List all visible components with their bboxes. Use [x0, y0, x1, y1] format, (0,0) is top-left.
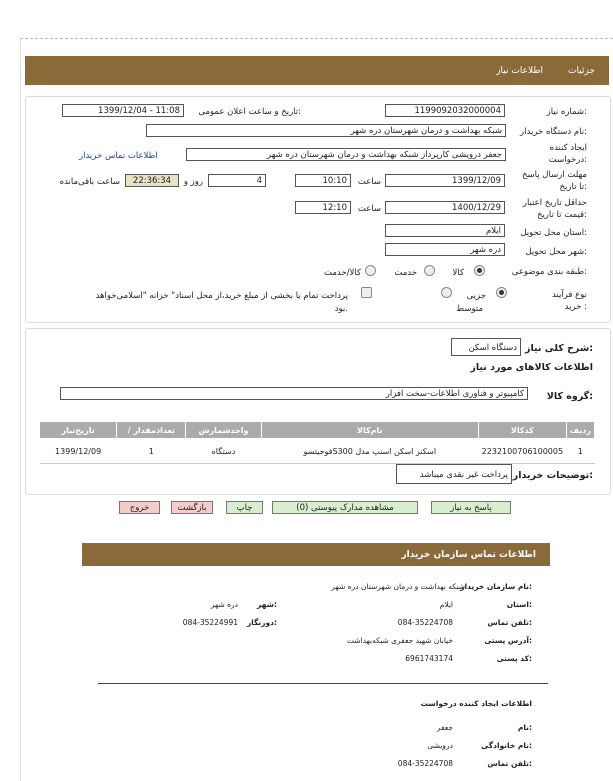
- col-qty: تعدادمقدار /: [117, 422, 186, 439]
- row-unit: دستگاه: [186, 439, 261, 464]
- col-name: نام‌کالا: [261, 422, 479, 439]
- exit-button[interactable]: خروج: [119, 501, 160, 514]
- page-header-bar: [25, 56, 609, 85]
- reply-button[interactable]: پاسخ به نیاز: [431, 501, 511, 514]
- process-partial-radio[interactable]: [496, 287, 507, 298]
- announce-date-field[interactable]: 1399/12/04 - 11:08: [62, 104, 184, 117]
- buyer-org-field[interactable]: شبکه بهداشت و درمان شهرستان دره شهر: [146, 124, 506, 137]
- treasury-payment-note-line2: بود.: [334, 304, 348, 314]
- city-label: شهر محل تحویل:: [525, 247, 587, 257]
- description-field[interactable]: دستگاه اسکن: [451, 338, 521, 356]
- row-name: اسکنر اسکن اسنپ مدل S300فوجیتسو: [261, 439, 479, 464]
- deadline-label-line2: تا تاریخ:: [559, 182, 587, 192]
- contact-title: اطلاعات تماس سازمان خریدار: [401, 550, 536, 560]
- buyer-notes-field[interactable]: پرداخت غیر نقدی میباشد: [396, 464, 512, 484]
- creator-label-line1: ایجاد کننده: [549, 143, 587, 153]
- city-field[interactable]: دره شهر: [385, 243, 505, 256]
- col-date: تاریخ‌نیاز: [40, 422, 117, 439]
- validity-time-label: ساعت: [357, 204, 381, 214]
- treasury-payment-note-line1: پرداخت تمام یا بخشی از مبلغ خرید،از محل اسناد" خزانه "اسلامی‌خواهد: [95, 291, 348, 301]
- creator-first-name-label: نام:: [517, 723, 532, 732]
- category-both-label: کالا/خدمت: [324, 268, 361, 278]
- creator-first-name: جعفر: [436, 723, 453, 732]
- need-number-field[interactable]: 1199092032000004: [385, 104, 505, 117]
- contact-fax-label: دورنگار:: [246, 618, 277, 627]
- contact-divider: [98, 683, 548, 684]
- contact-city-label: شهر:: [257, 600, 277, 609]
- contact-fax: 084-35224991: [182, 618, 238, 627]
- back-button[interactable]: بازگشت: [171, 501, 213, 514]
- table-row: [40, 439, 595, 464]
- description-label: شرح کلی نیاز:: [524, 343, 593, 354]
- contact-org-name: شبکه بهداشت و درمان شهرستان دره شهر: [331, 582, 465, 591]
- process-medium-label: متوسط: [456, 304, 483, 314]
- treasury-payment-checkbox[interactable]: [361, 287, 372, 298]
- category-goods-radio[interactable]: [474, 265, 485, 276]
- category-both-radio[interactable]: [365, 265, 376, 276]
- row-date: 1399/12/09: [40, 439, 117, 464]
- creator-info-title: اطلاعات ایجاد کننده درخواست: [420, 699, 532, 708]
- category-service-radio[interactable]: [424, 265, 435, 276]
- contact-phone-label: تلفن تماس:: [487, 618, 532, 627]
- contact-header-bar: [82, 543, 550, 566]
- deadline-time-field[interactable]: 10:10: [295, 174, 351, 187]
- days-field[interactable]: 4: [208, 174, 266, 187]
- process-label-line1: نوع فرآیند: [551, 290, 587, 300]
- creator-phone-label: تلفن تماس:: [487, 759, 532, 768]
- remaining-time-field: 22:36:34: [125, 174, 179, 187]
- breadcrumb-need-info[interactable]: اطلاعات نیاز: [496, 66, 543, 76]
- creator-field[interactable]: جعفر درویشی کارپرداز شبکه بهداشت و درمان شهرستان دره شهر: [186, 148, 506, 161]
- deadline-date-field[interactable]: 1399/12/09: [385, 174, 505, 187]
- category-label: طبقه بندی موضوعی:: [511, 267, 587, 277]
- creator-label-line2: درخواست:: [548, 155, 587, 165]
- province-label: استان محل تحویل:: [520, 228, 587, 238]
- province-field[interactable]: ایلام: [385, 224, 505, 237]
- top-dashed-divider: [20, 38, 613, 39]
- process-medium-radio[interactable]: [441, 287, 452, 298]
- col-row: ردیف: [566, 422, 594, 439]
- validity-label-line2: قیمت تا تاریخ:: [536, 210, 587, 220]
- validity-date-field[interactable]: 1400/12/29: [385, 201, 505, 214]
- col-code: کدکالا: [479, 422, 567, 439]
- buyer-contact-link[interactable]: اطلاعات تماس خریدار: [79, 151, 158, 161]
- deadline-label-line1: مهلت ارسال پاسخ: [522, 170, 587, 180]
- contact-org-name-label: نام سازمان خریدار:: [460, 582, 532, 591]
- buyer-notes-label: توضیحات خریدار:: [512, 470, 593, 481]
- contact-postal: 6961743174: [405, 654, 453, 663]
- contact-phone: 084-35224708: [397, 618, 453, 627]
- deadline-time-label: ساعت: [357, 177, 381, 187]
- announce-date-label: تاریخ و ساعت اعلان عمومی:: [198, 107, 301, 117]
- contact-city: دره شهر: [210, 600, 238, 609]
- goods-info-title: اطلاعات کالاهای مورد نیاز: [470, 362, 593, 373]
- remaining-time-label: ساعت باقی‌مانده: [59, 177, 120, 187]
- breadcrumb-details[interactable]: جزئیات: [568, 66, 595, 76]
- category-service-label: خدمت: [394, 268, 417, 278]
- days-label: روز و: [183, 177, 203, 187]
- creator-last-name-label: نام خانوادگی:: [481, 741, 532, 750]
- need-number-label: شماره نیاز:: [546, 107, 587, 117]
- attachments-button[interactable]: مشاهده مدارک پیوستی (0): [272, 501, 418, 514]
- print-button[interactable]: چاپ: [226, 501, 263, 514]
- contact-postal-label: کد پستی:: [496, 654, 532, 663]
- validity-label-line1: حداقل تاریخ اعتبار: [522, 198, 587, 208]
- row-number: 1: [566, 439, 594, 464]
- contact-province-label: استان:: [506, 600, 532, 609]
- goods-group-field[interactable]: کامپیوتر و فناوری اطلاعات-سخت افزار: [60, 387, 528, 400]
- goods-group-label: گروه کالا:: [546, 391, 593, 402]
- contact-address: خیابان شهید جعفری شبکه‌بهداشت: [346, 636, 453, 645]
- col-unit: واحدشمارش: [186, 422, 261, 439]
- row-qty: 1: [117, 439, 186, 464]
- contact-address-label: آدرس پستی:: [484, 636, 532, 645]
- row-code: 2232100706100005: [479, 439, 567, 464]
- process-label-line2: خرید :: [564, 302, 587, 312]
- category-goods-label: کالا: [452, 268, 464, 278]
- creator-last-name: درویشی: [427, 741, 453, 750]
- left-border-line: [20, 39, 21, 781]
- validity-time-field[interactable]: 12:10: [295, 201, 351, 214]
- contact-province: ایلام: [439, 600, 453, 609]
- goods-table: [39, 421, 595, 464]
- buyer-org-label: نام دستگاه خریدار:: [520, 127, 587, 137]
- creator-phone: 084-35224708: [397, 759, 453, 768]
- process-partial-label: جزیی: [466, 291, 486, 301]
